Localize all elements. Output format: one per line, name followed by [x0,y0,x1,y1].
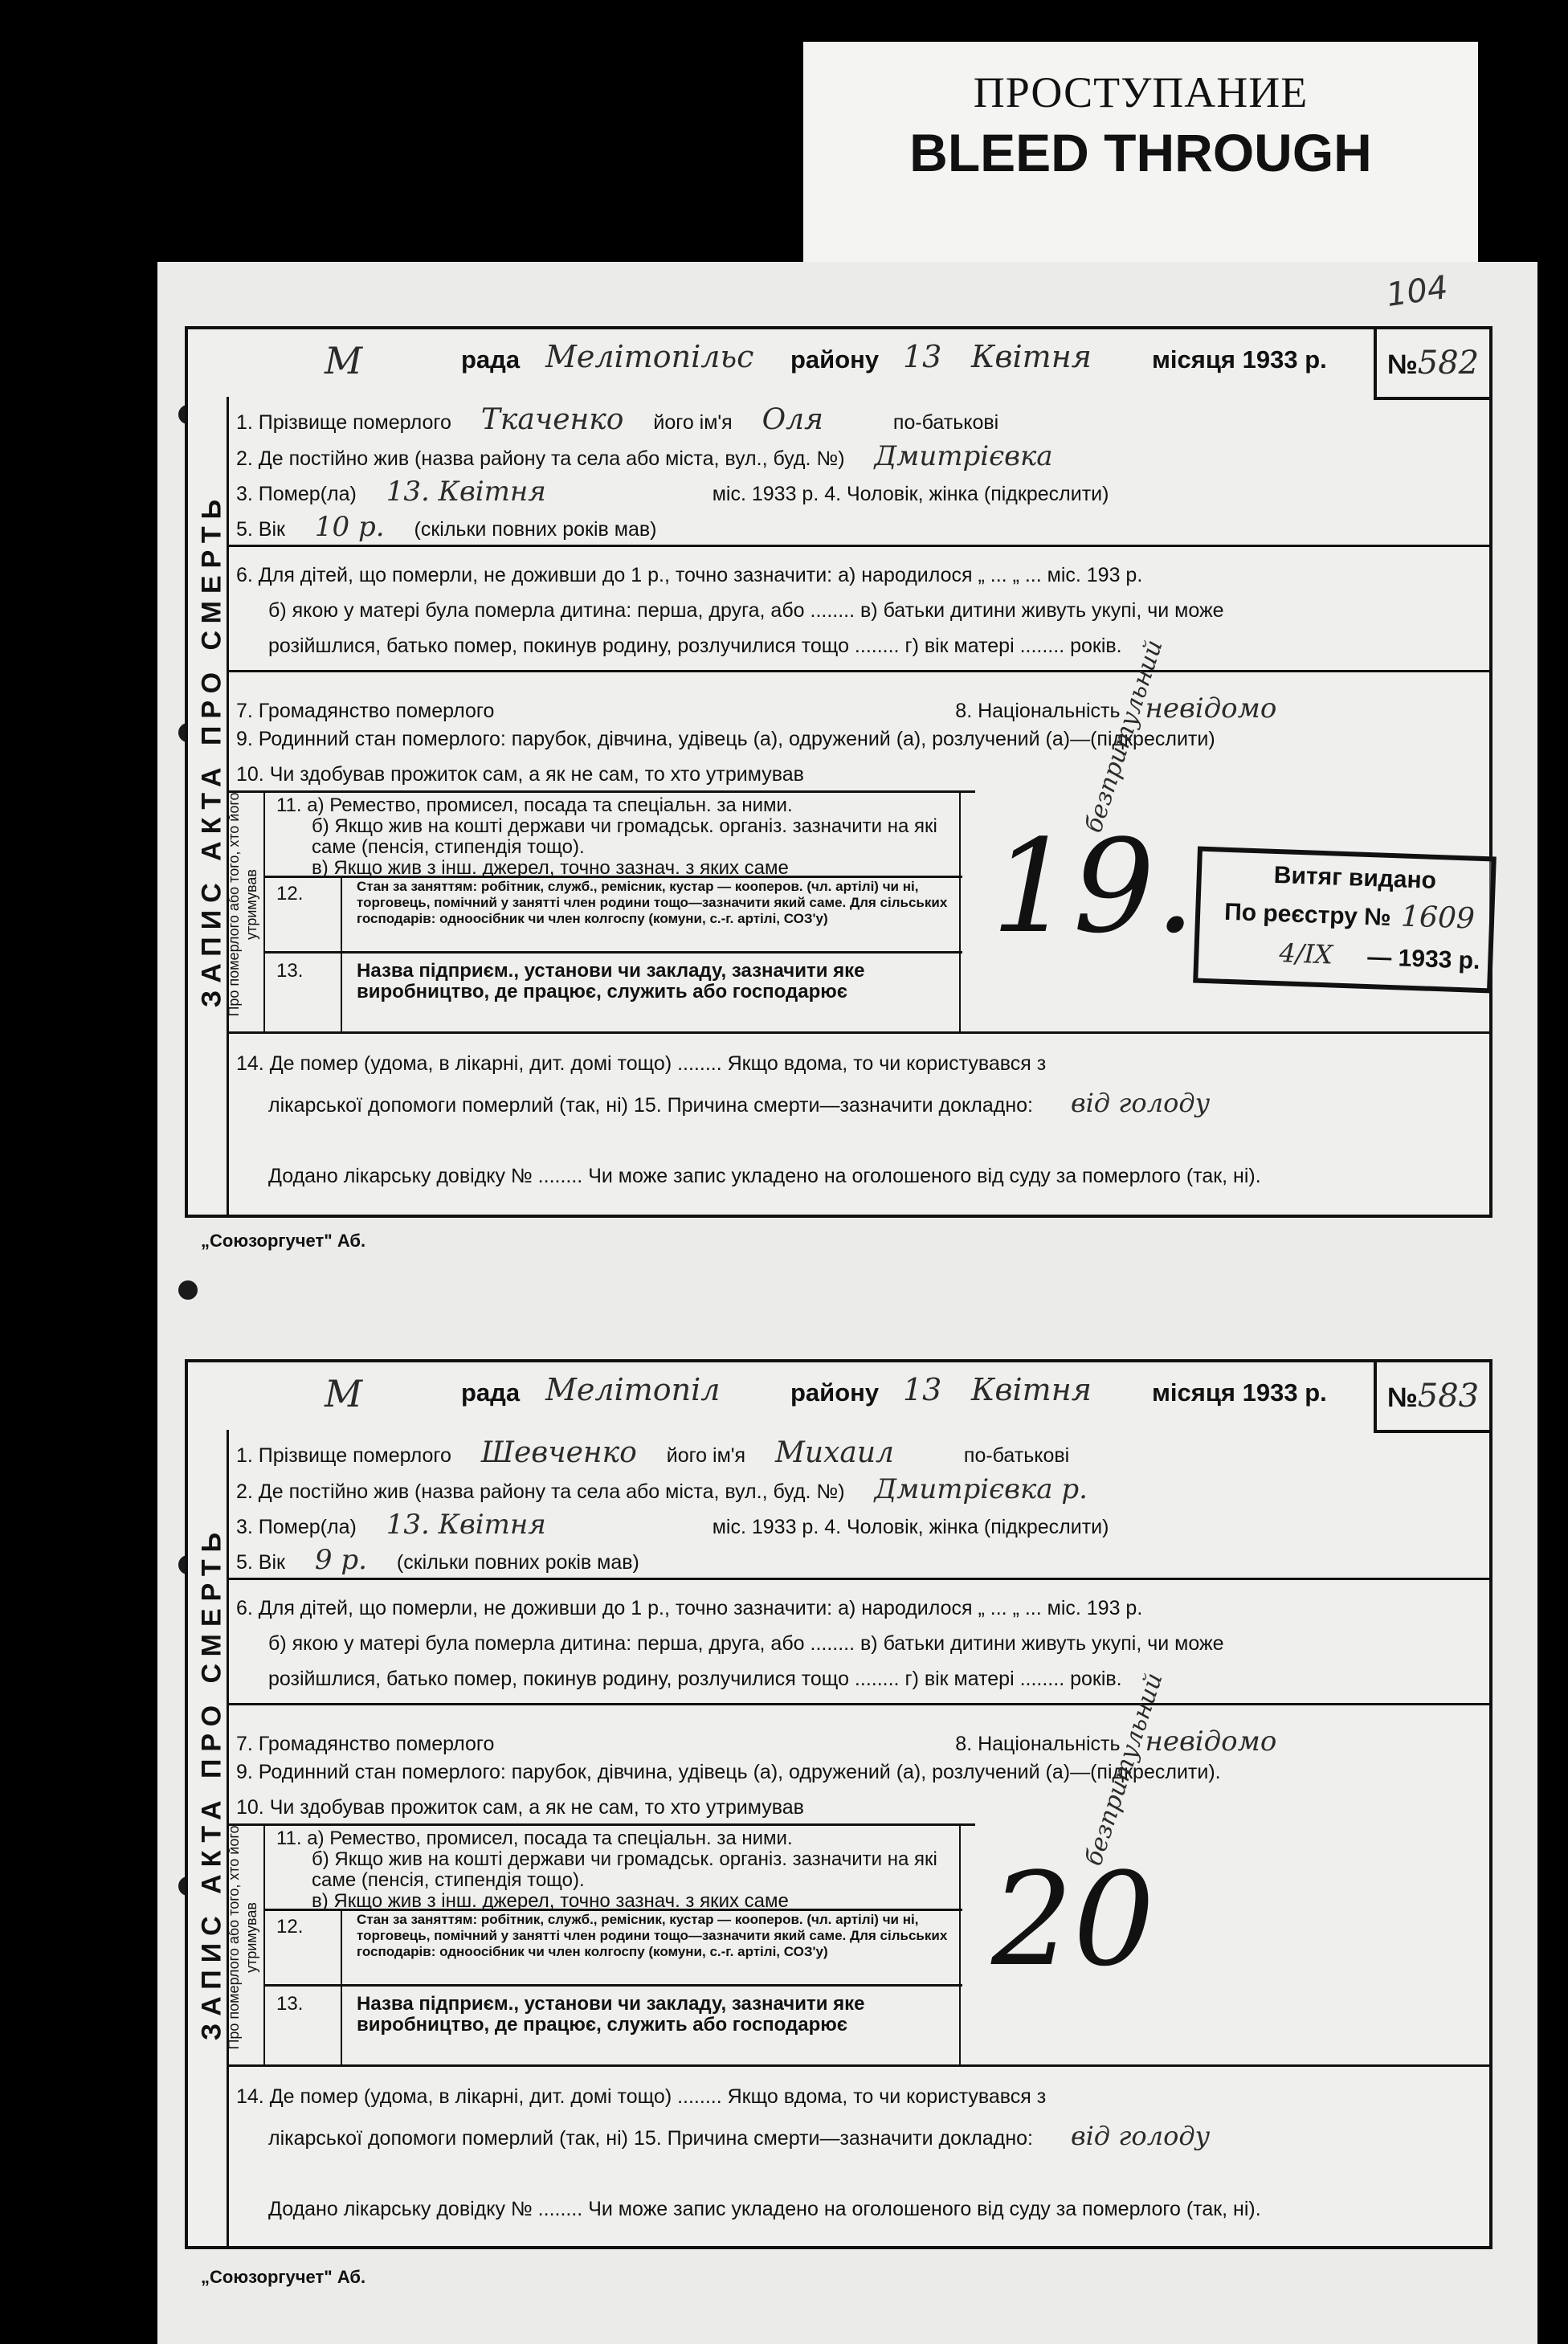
field-age [236,1544,1473,1576]
raion-label: району [790,1378,880,1407]
field-label: (скільки повних років мав) [396,1551,639,1574]
divider [263,1909,962,1911]
handwritten-cause: від голоду [1070,1088,1211,1118]
rada-label: рада [461,1378,521,1407]
field-place-of-death: 14. Де помер (удома, в лікарні, дит. домі тощо) ........ Якщо вдома, то чи користувався з [236,2085,1047,2108]
handwritten-entry-number: 20 [991,1844,1155,1995]
field-label: б) Якщо жив на коштi держави чи громадськ. організ. зазначити на які саме (пенсія, стипендія тощо). [312,1848,937,1891]
handwritten-note: безпритульний [1080,636,1169,836]
form-header [188,329,1377,397]
field-support: 10. Чи здобував прожиток сам, а як не сам, то хто утримував [236,763,804,786]
divider [227,1703,1489,1705]
handwritten-cause: від голоду [1070,2121,1211,2151]
field-label: міс. 1933 р. 4. Чоловік, жінка (підкреслити) [712,483,1109,505]
stamp-year: — 1933 р. [1366,944,1480,974]
field-label: 11. а) Ремество, промисел, посада та спеціальн. за ними. [276,1827,793,1849]
field-surname [236,1436,1473,1469]
field-workplace: Назва підприєм., установи чи закладу, зазначити яке виробництво, де працює, служить або господарює [357,1993,865,2036]
record-number: 583 [1417,1378,1480,1415]
handwritten-name: Оля [762,403,823,436]
field-medical-certificate: Додано лікарську довідку № ........ Чи може запис укладено на оголошеного від суду за померлого (так, ні). [268,2198,1261,2220]
vertical-form-title: ЗАПИС АКТА ПРО СМЕРТЬ [196,1525,227,2041]
field-death-date [236,1509,1473,1541]
field-infant-c: розійшлися, батько помер, покинув родину, розлучилися тощо ........ г) вік матері ........ років. [268,635,1122,657]
form-footer: „Союзоргучет" Аб. [201,1231,366,1251]
document-page [157,262,1537,2344]
field-infant-b: б) якою у матері була померла дитина: перша, друга, або ........ в) батьки дитини живуть укупі, чи може [268,599,1224,622]
sub-vertical-band [227,790,265,1031]
bleed-label-english: BLEED THROUGH [909,123,1372,182]
sub-vertical-label: Про померлого або того, хто його утримував [226,1825,259,2050]
handwritten-month: Квітня [971,339,1092,374]
month-year-label: місяця 1933 р. [1152,345,1327,374]
handwritten-day: 13 [903,1372,942,1407]
handwritten-age: 10 р. [314,511,385,543]
field-label: лікарської допомоги померлий (так, ні) 15. Причина смерти—зазначити докладно: [268,2127,1033,2150]
field-label: в) Якщо жив з інш. джерел, точно зазнач. з яких саме [312,1890,789,1912]
field-marital-status: 9. Родинний стан померлого: парубок, дівчина, удівець (а), одружений (а), розлучений (а)—(підкреслити) [236,728,1215,750]
page-number: 104 [1384,268,1451,315]
field-number: 13. [276,960,304,982]
issued-extract-stamp [1193,847,1497,994]
sub-vertical-label: Про померлого або того, хто його утримував [226,792,259,1017]
form-header [188,1362,1377,1430]
field-residence [236,440,1473,472]
raion-label: району [790,345,880,374]
field-label: 8. Національність [955,1733,1121,1755]
field-workplace: Назва підприєм., установи чи закладу, зазначити яке виробництво, де працює, служить або господарює [357,960,865,1003]
divider [227,2064,1489,2067]
field-cause-of-death [268,2121,1473,2151]
field-age [236,511,1473,543]
bleed-label-russian: ПРОСТУПАНИЕ [973,68,1309,116]
field-number: 13. [276,1993,304,2015]
stamp-line: Витяг видано [1273,861,1437,894]
field-number: 12. [276,1916,304,1938]
handwritten-council: М [325,1372,363,1415]
handwritten-town: Мелітопіл [545,1372,721,1407]
handwritten-name: Михаил [775,1436,894,1469]
field-label: 2. Де постійно жив (назва району та села або міста, вул., буд. №) [236,1480,845,1503]
field-label: його ім'я [666,1444,746,1467]
field-infant-a: 6. Для дітей, що померли, не доживши до 1 р., точно зазначити: а) народилося „ ... „ ... міс. 193 р. [236,564,1143,586]
field-citizenship [236,1725,1473,1758]
field-label: 7. Громадянство померлого [236,700,495,722]
column-divider [959,1823,961,2064]
field-label: б) Якщо жив на коштi держави чи громадськ. організ. зазначити на які саме (пенсія, стипендія тощо). [312,815,937,858]
record-number-label: № [1386,349,1418,380]
handwritten-death-date: 13. Квітня [386,1509,546,1541]
death-record-form [185,1359,1492,2249]
divider [227,1823,975,1826]
field-label: міс. 1933 р. 4. Чоловік, жінка (підкреслити) [712,1516,1109,1538]
field-label: його ім'я [653,411,733,434]
field-occupation [276,795,951,879]
field-citizenship [236,692,1473,725]
vertical-title-band [188,1430,229,2246]
column-divider [959,790,961,1031]
divider [227,1578,1489,1580]
field-cause-of-death [268,1088,1473,1118]
field-infant-b: б) якою у матері була померла дитина: перша, друга, або ........ в) батьки дитини живуть укупі, чи може [268,1632,1224,1655]
field-employment-status: Стан за заняттям: робітник, служб., ремісник, кустар — кооперов. (чл. артілі) чи ні, торговець, помічний у занятті член родини тощо—зазначити який саме. Для сільських господарів: одноосібник чи член колгоспу (комуни, с.-г. артілі, СОЗ'у) [357,879,948,926]
field-occupation [276,1828,951,1912]
vertical-title-band [188,397,229,1215]
field-label: 8. Національність [955,700,1121,722]
field-label: лікарської допомоги померлий (так, ні) 15. Причина смерти—зазначити докладно: [268,1094,1033,1117]
divider [227,1031,1489,1034]
stamp-line: По реєстру № [1223,898,1392,932]
handwritten-residence: Дмитрієвка [874,440,1053,472]
field-label: 11. а) Ремество, промисел, посада та спеціальн. за ними. [276,794,793,816]
handwritten-residence: Дмитрієвка р. [874,1473,1088,1505]
field-label: 2. Де постійно жив (назва району та села або міста, вул., буд. №) [236,447,845,470]
handwritten-day: 13 [903,339,942,374]
record-number-label: № [1386,1382,1418,1413]
month-year-label: місяця 1933 р. [1152,1378,1327,1407]
divider [263,876,962,878]
divider [263,951,962,954]
death-record-form [185,326,1492,1218]
record-number: 582 [1417,345,1480,382]
stamp-date: 4/IX [1278,937,1333,970]
field-label: 3. Помер(ла) [236,1516,357,1538]
field-label: 3. Помер(ла) [236,483,357,505]
handwritten-nationality: невідомо [1145,692,1277,725]
field-label: 1. Прізвище померлого [236,411,451,434]
field-label: в) Якщо жив з інш. джерел, точно зазнач. з яких саме [312,857,789,879]
field-medical-certificate: Додано лікарську довідку № ........ Чи може запис укладено на оголошеного від суду за померлого (так, ні). [268,1165,1261,1187]
divider [263,1984,962,1987]
handwritten-age: 9 р. [314,1544,367,1576]
form-footer: „Союзоргучет" Аб. [201,2267,366,2287]
field-residence [236,1473,1473,1505]
field-place-of-death: 14. Де помер (удома, в лікарні, дит. домі тощо) ........ Якщо вдома, то чи користувався з [236,1052,1047,1075]
handwritten-council: М [325,339,363,382]
divider [227,670,1489,672]
field-infant-c: розійшлися, батько помер, покинув родину, розлучилися тощо ........ г) вік матері ........ років. [268,1668,1122,1690]
handwritten-town: Мелітопільс [545,339,754,374]
punch-hole [178,1280,198,1300]
field-marital-status: 9. Родинний стан померлого: парубок, дівчина, удівець (а), одружений (а), розлучений (а)—(підкреслити). [236,1761,1221,1783]
record-number-box [1374,1362,1489,1433]
handwritten-month: Квітня [971,1372,1092,1407]
field-label: (скільки повних років мав) [414,518,657,541]
handwritten-note: безпритульний [1080,1669,1169,1869]
field-support: 10. Чи здобував прожиток сам, а як не сам, то хто утримував [236,1796,804,1819]
field-death-date [236,476,1473,508]
field-label: 5. Вік [236,518,285,541]
field-infant-a: 6. Для дітей, що померли, не доживши до 1 р., точно зазначити: а) народилося „ ... „ ... міс. 193 р. [236,1597,1143,1619]
field-label: 5. Вік [236,1551,285,1574]
rada-label: рада [461,345,521,374]
bleed-through-label [803,42,1478,268]
handwritten-nationality: невідомо [1145,1725,1277,1758]
field-label: 7. Громадянство померлого [236,1733,495,1755]
divider [227,545,1489,547]
handwritten-surname: Шевченко [480,1436,637,1469]
divider [227,790,975,793]
sub-vertical-band [227,1823,265,2064]
column-divider [341,876,342,1031]
field-surname [236,403,1473,436]
record-number-box [1374,329,1489,400]
handwritten-surname: Ткаченко [480,403,624,436]
field-label: по-батькові [892,411,999,434]
field-number: 12. [276,883,304,905]
handwritten-entry-number: 19. [991,811,1196,962]
field-label: по-батькові [963,1444,1070,1467]
field-label: 1. Прізвище померлого [236,1444,451,1467]
field-employment-status: Стан за заняттям: робітник, служб., ремісник, кустар — кооперов. (чл. артілі) чи ні, торговець, помічний у занятті член родини тощо—зазначити який саме. Для сільських господарів: одноосібник чи член колгоспу (комуни, с.-г. артілі, СОЗ'у) [357,1912,948,1959]
column-divider [341,1909,342,2064]
vertical-form-title: ЗАПИС АКТА ПРО СМЕРТЬ [196,492,227,1008]
stamp-register-number: 1609 [1400,900,1476,936]
handwritten-death-date: 13. Квітня [386,476,546,508]
